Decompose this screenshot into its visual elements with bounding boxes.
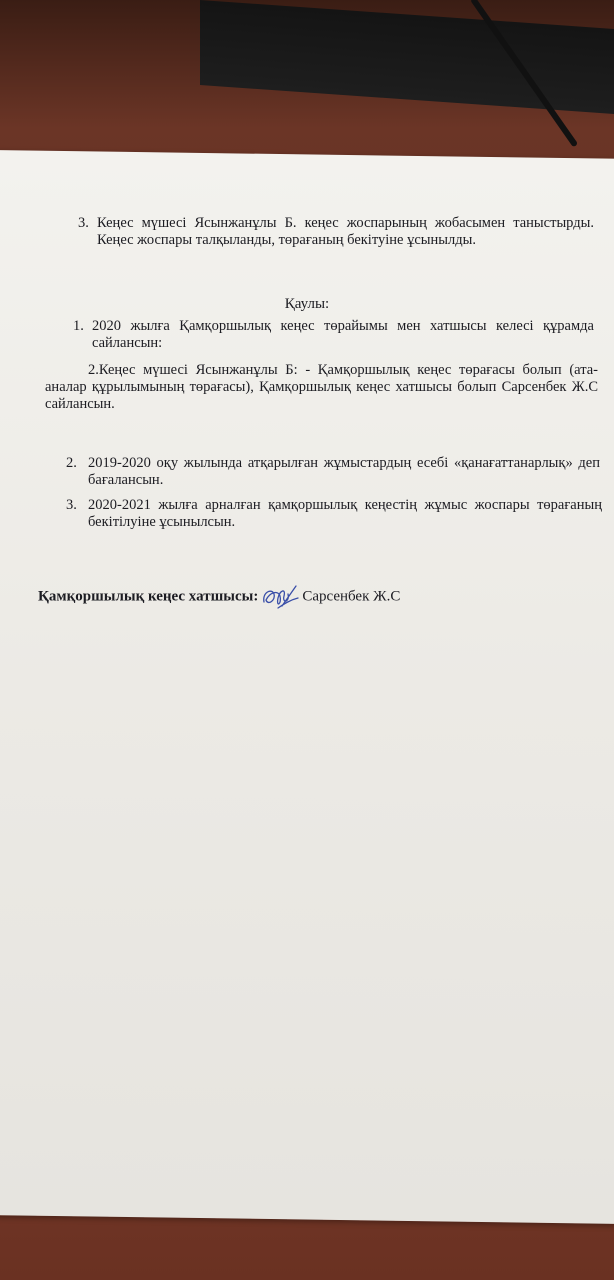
- decision-3-number: 3.: [66, 497, 77, 513]
- decision-2-number: 2.: [66, 455, 77, 471]
- decision-3-text: 2020-2021 жылға арналған қамқоршылық кеңестің жұмыс жоспары төрағаның бекітілуіне ұсынылсын.: [88, 497, 602, 530]
- decision-1-text: 2020 жылға Қамқоршылық кеңес төрайымы мен хатшысы келесі құрамда сайлансын:: [92, 318, 594, 351]
- decision-2-text: 2019-2020 оқу жылында атқарылған жұмыстардың есебі «қанағаттанарлық» деп бағалансын.: [88, 455, 600, 488]
- signature-name: Сарсенбек Ж.С: [302, 588, 401, 605]
- item-top-text: Кеңес мүшесі Ясынжанұлы Б. кеңес жоспарының жобасымен таныстырды. Кеңес жоспары талқыланды, төрағаның бекітуіне ұсынылды.: [97, 215, 594, 248]
- decision-1-detail: 2.Кеңес мүшесі Ясынжанұлы Б: - Қамқоршылық кеңес төрағасы болып (ата-аналар құрылымының төрағасы), Қамқоршылық кеңес хатшысы болып Сарсенбек Ж.С сайлансын.: [45, 362, 598, 412]
- decision-1-number: 1.: [73, 318, 84, 334]
- signature-row: [38, 582, 400, 612]
- signature-label: Қамқоршылық кеңес хатшысы:: [38, 588, 259, 605]
- item-top-number: 3.: [78, 215, 89, 231]
- signature-icon: [260, 582, 300, 612]
- decision-heading: Қаулы:: [284, 296, 330, 312]
